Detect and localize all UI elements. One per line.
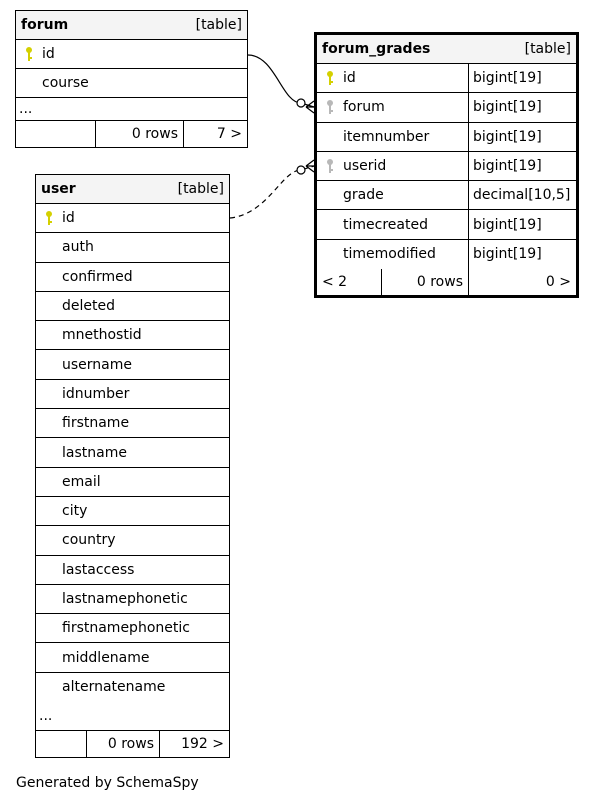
column-row[interactable] [36,526,229,555]
table-forum[interactable] [15,10,248,148]
table-name: forum_grades [322,41,431,57]
row-count: 0 rows [87,731,160,757]
relationship-end-circle [297,99,305,107]
table-name: user [41,181,76,197]
column-name: lastname [62,444,127,461]
column-name: deleted [62,298,115,315]
column-row[interactable] [36,204,229,233]
column-row[interactable] [36,673,229,702]
column-name: middlename [62,649,150,666]
table-kind: [table] [177,181,224,197]
column-row[interactable] [36,438,229,467]
column-name: city [62,503,88,520]
relationship-forum-forum-grades [248,55,314,107]
primary-key-icon [317,64,343,92]
column-name: email [62,473,101,490]
primary-key-icon [16,40,42,68]
table-kind: [table] [524,41,571,57]
children-count[interactable]: 0 > [545,274,571,291]
column-type: bigint[19] [468,210,576,238]
row-count: 0 rows [382,269,469,295]
table-kind: [table] [195,17,242,33]
table-footer [36,731,229,757]
children-count[interactable]: 7 > [216,126,242,142]
primary-key-icon [36,204,62,232]
column-name: grade [343,187,384,204]
table-name: forum [21,17,69,33]
column-row[interactable] [317,181,576,210]
column-name: forum [343,99,385,116]
column-type: bigint[19] [468,64,576,92]
column-row[interactable] [317,64,576,93]
column-name: firstnamephonetic [62,620,190,637]
column-row[interactable] [317,210,576,239]
column-name: lastaccess [62,561,135,578]
column-type: decimal[10,5] [468,181,576,209]
column-type: bigint[19] [468,152,576,180]
columns-ellipsis: ... [16,98,247,121]
column-name: alternatename [62,679,166,696]
parents-count[interactable] [16,121,96,147]
foreign-key-icon [317,152,343,180]
relationship-crowfoot [306,101,314,113]
column-row[interactable] [36,614,229,643]
column-name: id [62,210,75,227]
column-name: confirmed [62,268,133,285]
parents-count[interactable] [36,731,87,757]
column-type: bigint[19] [468,123,576,151]
table-header[interactable] [317,35,576,64]
column-row[interactable] [36,350,229,379]
generated-by-label: Generated by SchemaSpy [16,775,199,791]
column-name: firstname [62,415,130,432]
column-name: timecreated [343,216,428,233]
column-row[interactable] [36,263,229,292]
table-footer [317,269,576,295]
column-row[interactable] [36,585,229,614]
table-header[interactable] [16,11,247,40]
table-header[interactable] [36,175,229,204]
column-row[interactable] [36,292,229,321]
column-row[interactable] [317,240,576,269]
column-row[interactable] [36,468,229,497]
parents-count[interactable]: < 2 [317,269,382,295]
column-name: mnethostid [62,327,142,344]
children-count[interactable]: 192 > [181,736,224,753]
foreign-key-icon [317,93,343,121]
column-name: username [62,356,132,373]
column-row[interactable] [36,556,229,585]
column-type: bigint[19] [468,240,576,269]
column-name: country [62,532,116,549]
column-type: bigint[19] [468,93,576,121]
column-name: lastnamephonetic [62,591,188,607]
table-footer [16,121,247,147]
table-forum-grades[interactable] [314,32,579,298]
column-name: id [42,46,55,62]
table-user[interactable] [35,174,230,758]
column-name: auth [62,239,94,256]
column-row[interactable] [36,321,229,350]
column-name: course [42,75,89,91]
column-row[interactable] [317,152,576,181]
relationship-end-circle [297,166,305,174]
column-row[interactable] [36,233,229,262]
column-row[interactable] [317,93,576,122]
column-row[interactable] [36,497,229,526]
column-row[interactable] [317,123,576,152]
column-name: idnumber [62,385,130,402]
column-row[interactable] [36,409,229,438]
column-name: id [343,70,356,87]
column-row[interactable] [36,643,229,672]
row-count: 0 rows [96,121,184,147]
column-row[interactable] [16,69,247,98]
column-name: timemodified [343,246,436,263]
column-name: userid [343,158,387,175]
columns-ellipsis: ... [36,702,229,731]
column-row[interactable] [16,40,247,69]
relationship-crowfoot [306,160,314,172]
column-row[interactable] [36,380,229,409]
column-name: itemnumber [343,128,430,145]
